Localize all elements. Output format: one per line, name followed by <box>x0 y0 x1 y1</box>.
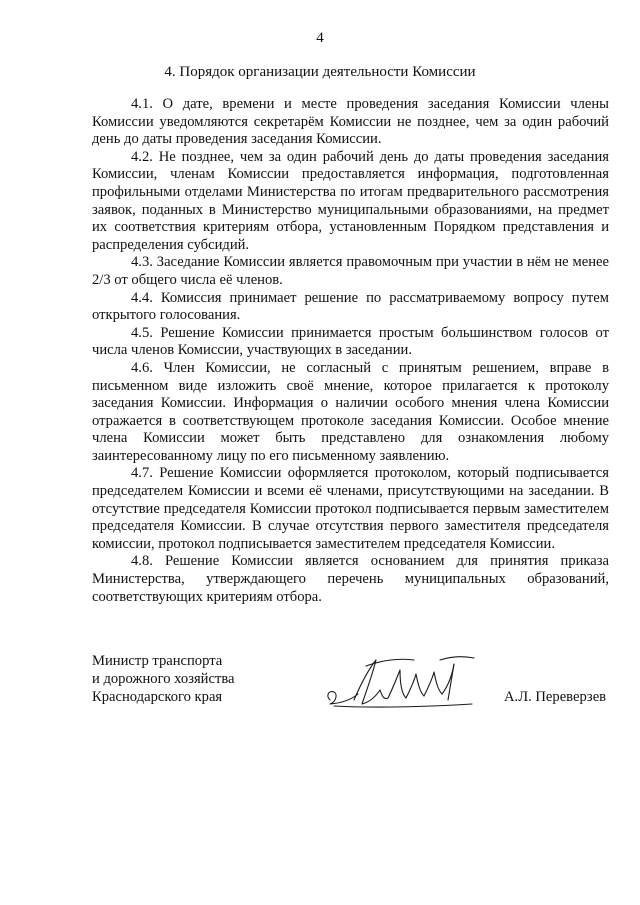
paragraph-4-4: 4.4. Комиссия принимает решение по рассматриваемому вопросу путем открытого голосования. <box>92 289 609 324</box>
signatory-position <box>92 652 235 706</box>
paragraph-4-8: 4.8. Решение Комиссии является основанием для принятия приказа Министерства, утверждающего перечень муниципальных образований, соответствующих критериям отбора. <box>92 553 609 605</box>
paragraph-4-7: 4.7. Решение Комиссии оформляется протоколом, который подписывается председателем Комиссии и всеми её членами, присутствующими на заседании. В отсутствие председателя Комиссии протокол подписывается первым заместителем председателя Комиссии. В случае отсутствия первого заместителя председателя комиссии, протокол подписывается заместителем председателя Комиссии. <box>92 465 609 552</box>
signatory-name: А.Л. Переверзев <box>504 689 607 705</box>
paragraph-4-1: 4.1. О дате, времени и месте проведения заседания Комиссии члены Комиссии уведомляются секретарём Комиссии не позднее, чем за один рабочий день до даты проведения заседания Комиссии. <box>92 96 609 148</box>
paragraph-4-5: 4.5. Решение Комиссии принимается простым большинством голосов от числа членов Комиссии, участвующих в заседании. <box>92 324 609 359</box>
handwritten-signature <box>322 650 502 712</box>
paragraph-4-2: 4.2. Не позднее, чем за один рабочий день до даты проведения заседания Комиссии, членам Комиссии предоставляется информация, подготовленная профильными отделами Министерства по итогам предварительного рассмотрения заявок, поданных в Министерство муниципальными образованиями, на предмет их соответствия критериям отбора, установленным Порядком представления и распределения субсидий. <box>92 148 609 253</box>
position-line-1: Министр транспорта <box>92 653 223 669</box>
signature-block <box>92 652 612 722</box>
position-line-3: Краснодарского края <box>92 689 223 705</box>
position-line-2: и дорожного хозяйства <box>92 671 235 687</box>
paragraph-4-6: 4.6. Член Комиссии, не согласный с принятым решением, вправе в письменном виде изложить своё мнение, которое прилагается к протоколу заседания Комиссии. Информация о наличии особого мнения члена Комиссии отражается в соответствующем протоколе заседания Комиссии. Особое мнение члена Комиссии может быть представлено для ознакомления любому заинтересованному лицу по его письменному заявлению. <box>92 359 609 464</box>
section-title: 4. Порядок организации деятельности Комиссии <box>164 64 476 80</box>
document-body <box>92 96 609 606</box>
paragraph-4-3: 4.3. Заседание Комиссии является правомочным при участии в нём не менее 2/3 от общего числа её членов. <box>92 254 609 288</box>
page-number: 4 <box>316 30 324 46</box>
